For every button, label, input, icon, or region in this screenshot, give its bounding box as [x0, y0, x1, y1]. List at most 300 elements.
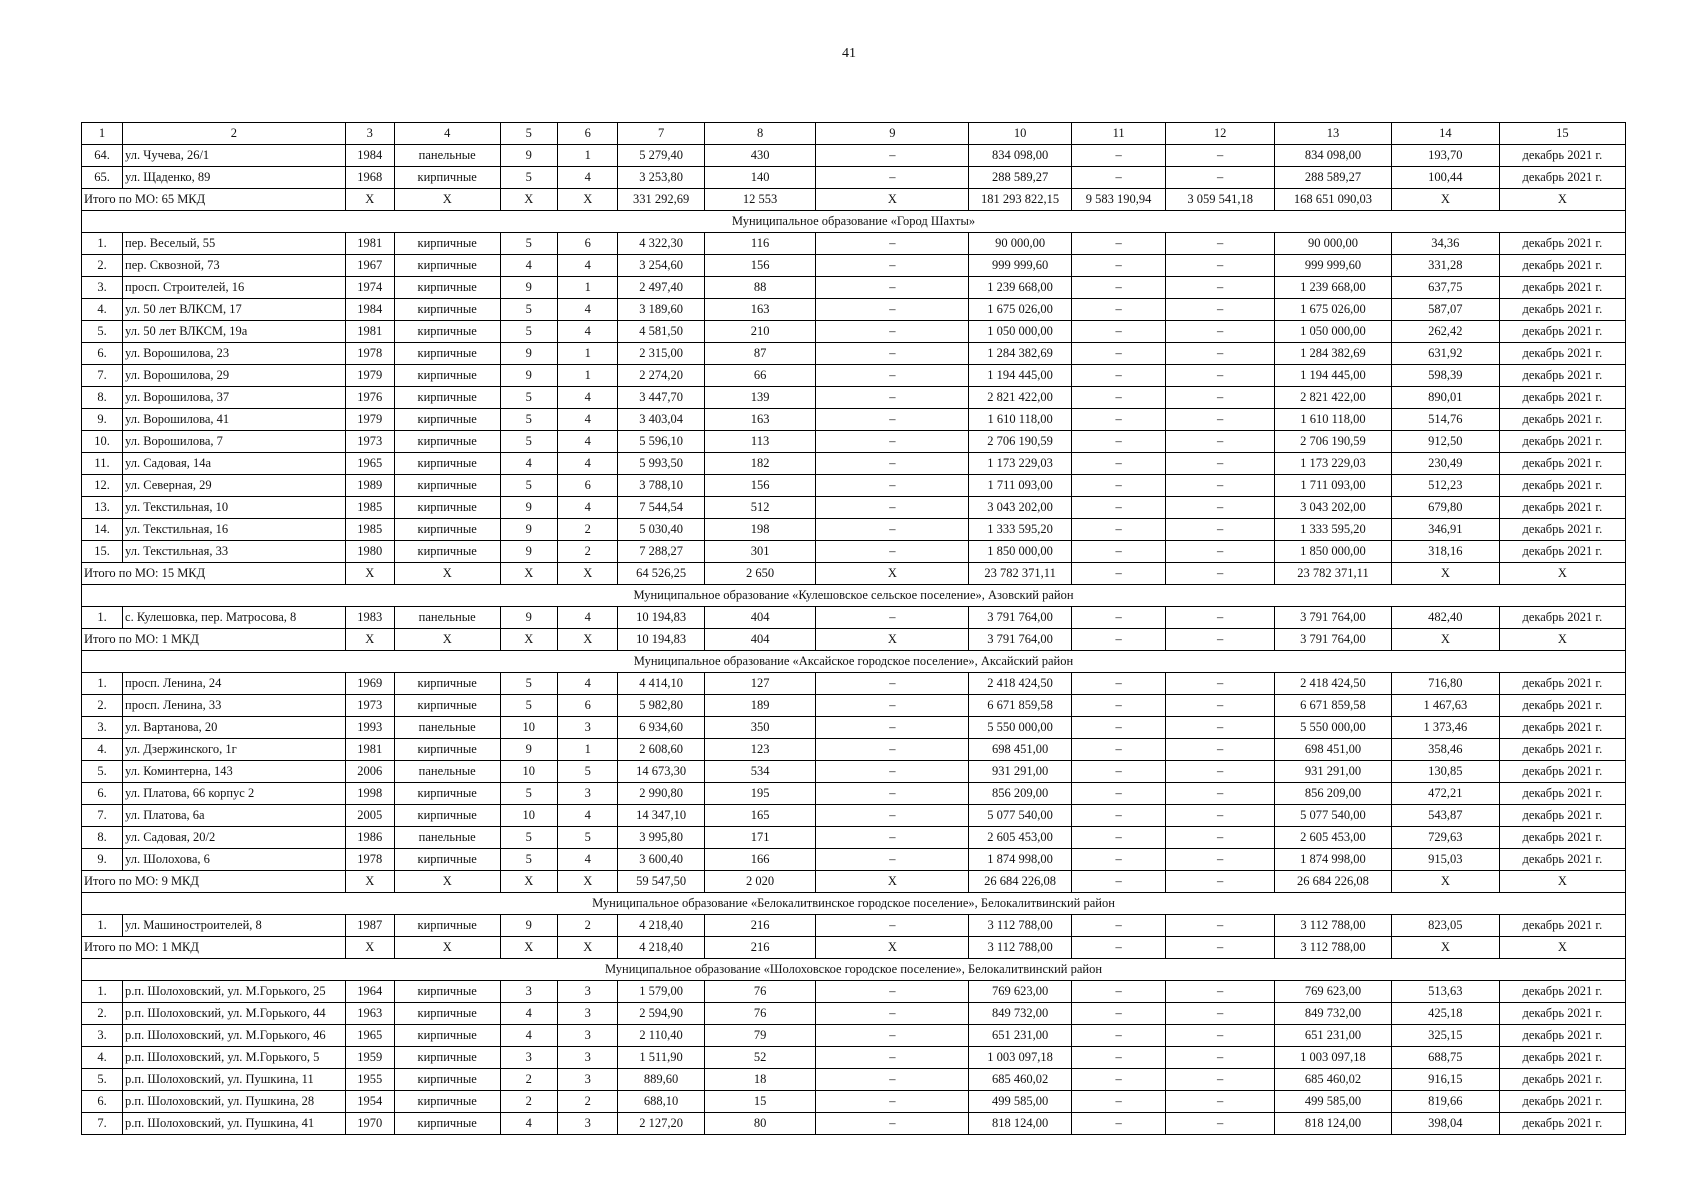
table-cell: 5 279,40	[618, 145, 704, 167]
table-cell: кирпичные	[394, 1047, 500, 1069]
table-cell: 818 124,00	[969, 1113, 1072, 1135]
table-cell: –	[1166, 673, 1275, 695]
table-cell: –	[1071, 409, 1165, 431]
table-cell: 685 460,02	[1275, 1069, 1392, 1091]
total-cell: 331 292,69	[618, 189, 704, 211]
table-cell: 2	[557, 1091, 618, 1113]
table-row	[82, 1025, 1626, 1047]
row-number-cell: 14.	[82, 519, 123, 541]
total-cell: 2 020	[704, 871, 816, 893]
table-cell: 301	[704, 541, 816, 563]
table-cell: 130,85	[1391, 761, 1499, 783]
total-cell: 168 651 090,03	[1275, 189, 1392, 211]
table-cell: 999 999,60	[969, 255, 1072, 277]
table-cell: декабрь 2021 г.	[1499, 145, 1625, 167]
table-cell: –	[816, 453, 969, 475]
table-cell: 651 231,00	[969, 1025, 1072, 1047]
table-cell: панельные	[394, 717, 500, 739]
table-cell: 1967	[345, 255, 394, 277]
column-number-cell: 15	[1499, 123, 1625, 145]
table-row	[82, 783, 1626, 805]
section-header-row	[82, 211, 1626, 233]
table-cell: –	[1071, 475, 1165, 497]
table-cell: –	[1166, 475, 1275, 497]
table-cell: 931 291,00	[1275, 761, 1392, 783]
table-cell: –	[1071, 519, 1165, 541]
table-cell: –	[1166, 783, 1275, 805]
address-cell: р.п. Шолоховский, ул. М.Горького, 5	[123, 1047, 346, 1069]
table-cell: 358,46	[1391, 739, 1499, 761]
table-cell: –	[816, 1025, 969, 1047]
table-cell: –	[1071, 717, 1165, 739]
table-cell: –	[1071, 915, 1165, 937]
table-cell: –	[1166, 233, 1275, 255]
total-row	[82, 871, 1626, 893]
column-number-cell: 4	[394, 123, 500, 145]
address-cell: р.п. Шолоховский, ул. М.Горького, 25	[123, 981, 346, 1003]
total-cell: X	[394, 189, 500, 211]
table-cell: –	[1071, 299, 1165, 321]
table-cell: 5	[557, 761, 618, 783]
total-cell: 59 547,50	[618, 871, 704, 893]
table-row	[82, 343, 1626, 365]
row-number-cell: 6.	[82, 343, 123, 365]
table-cell: декабрь 2021 г.	[1499, 255, 1625, 277]
table-cell: 1959	[345, 1047, 394, 1069]
total-cell: X	[1499, 189, 1625, 211]
table-cell: 1955	[345, 1069, 394, 1091]
table-cell: кирпичные	[394, 255, 500, 277]
total-cell: 2 650	[704, 563, 816, 585]
table-cell: 598,39	[1391, 365, 1499, 387]
total-row	[82, 937, 1626, 959]
table-cell: 1 284 382,69	[1275, 343, 1392, 365]
address-cell: ул. Платова, 66 корпус 2	[123, 783, 346, 805]
table-cell: 193,70	[1391, 145, 1499, 167]
table-cell: 216	[704, 915, 816, 937]
table-cell: –	[816, 717, 969, 739]
table-cell: 3 254,60	[618, 255, 704, 277]
table-cell: –	[1071, 453, 1165, 475]
table-cell: 10	[500, 805, 557, 827]
table-cell: –	[1166, 453, 1275, 475]
table-cell: декабрь 2021 г.	[1499, 321, 1625, 343]
table-cell: 1	[557, 739, 618, 761]
total-cell: 3 059 541,18	[1166, 189, 1275, 211]
table-cell: 15	[704, 1091, 816, 1113]
table-cell: –	[1071, 321, 1165, 343]
total-cell: –	[1166, 937, 1275, 959]
table-cell: 3	[557, 1003, 618, 1025]
table-cell: 823,05	[1391, 915, 1499, 937]
table-row	[82, 1113, 1626, 1135]
table-cell: 4	[500, 1113, 557, 1135]
table-cell: 849 732,00	[969, 1003, 1072, 1025]
table-cell: –	[816, 739, 969, 761]
table-cell: 1	[557, 365, 618, 387]
column-number-cell: 2	[123, 123, 346, 145]
table-cell: –	[1166, 255, 1275, 277]
table-cell: 1979	[345, 365, 394, 387]
table-cell: –	[1071, 1003, 1165, 1025]
total-cell: X	[345, 937, 394, 959]
table-cell: –	[1166, 519, 1275, 541]
table-cell: кирпичные	[394, 387, 500, 409]
table-cell: 1 333 595,20	[969, 519, 1072, 541]
table-row	[82, 1003, 1626, 1025]
address-cell: р.п. Шолоховский, ул. Пушкина, 28	[123, 1091, 346, 1113]
table-cell: 404	[704, 607, 816, 629]
total-cell: X	[816, 629, 969, 651]
table-cell: –	[816, 1047, 969, 1069]
table-cell: –	[1166, 277, 1275, 299]
row-number-cell: 9.	[82, 849, 123, 871]
table-cell: 1 511,90	[618, 1047, 704, 1069]
table-cell: кирпичные	[394, 409, 500, 431]
table-cell: –	[1166, 849, 1275, 871]
total-cell: X	[1499, 563, 1625, 585]
row-number-cell: 64.	[82, 145, 123, 167]
table-cell: 3 788,10	[618, 475, 704, 497]
column-number-cell: 9	[816, 123, 969, 145]
table-cell: 2	[557, 519, 618, 541]
table-cell: 80	[704, 1113, 816, 1135]
table-cell: –	[816, 167, 969, 189]
table-cell: –	[816, 849, 969, 871]
total-cell: 23 782 371,11	[1275, 563, 1392, 585]
table-row	[82, 475, 1626, 497]
table-cell: –	[1071, 783, 1165, 805]
table-cell: 5	[557, 827, 618, 849]
table-cell: 1968	[345, 167, 394, 189]
table-cell: –	[816, 981, 969, 1003]
table-cell: 3 043 202,00	[1275, 497, 1392, 519]
table-cell: 4	[557, 497, 618, 519]
total-cell: X	[816, 937, 969, 959]
total-label: Итого по МО: 1 МКД	[82, 937, 346, 959]
row-number-cell: 10.	[82, 431, 123, 453]
table-cell: 1 284 382,69	[969, 343, 1072, 365]
table-cell: 4	[557, 299, 618, 321]
table-cell: 198	[704, 519, 816, 541]
table-cell: 1984	[345, 145, 394, 167]
table-cell: 1998	[345, 783, 394, 805]
row-number-cell: 11.	[82, 453, 123, 475]
table-row	[82, 607, 1626, 629]
table-cell: 4 322,30	[618, 233, 704, 255]
table-row	[82, 387, 1626, 409]
address-cell: с. Кулешовка, пер. Матросова, 8	[123, 607, 346, 629]
table-cell: 5	[500, 849, 557, 871]
table-row	[82, 915, 1626, 937]
table-cell: 685 460,02	[969, 1069, 1072, 1091]
table-cell: панельные	[394, 145, 500, 167]
total-cell: 9 583 190,94	[1071, 189, 1165, 211]
total-cell: 3 112 788,00	[969, 937, 1072, 959]
row-number-cell: 1.	[82, 673, 123, 695]
table-cell: 5	[500, 321, 557, 343]
table-cell: –	[1166, 365, 1275, 387]
table-cell: –	[816, 1091, 969, 1113]
table-cell: –	[1166, 497, 1275, 519]
table-cell: кирпичные	[394, 365, 500, 387]
table-cell: –	[1166, 299, 1275, 321]
table-cell: –	[816, 915, 969, 937]
table-cell: 1987	[345, 915, 394, 937]
table-cell: 156	[704, 255, 816, 277]
table-cell: 4 218,40	[618, 915, 704, 937]
table-row	[82, 167, 1626, 189]
table-row	[82, 1091, 1626, 1113]
table-cell: –	[1071, 167, 1165, 189]
row-number-cell: 7.	[82, 365, 123, 387]
address-cell: ул. Вартанова, 20	[123, 717, 346, 739]
table-cell: 2 127,20	[618, 1113, 704, 1135]
table-cell: декабрь 2021 г.	[1499, 783, 1625, 805]
table-cell: 34,36	[1391, 233, 1499, 255]
total-cell: X	[816, 871, 969, 893]
table-cell: –	[1071, 607, 1165, 629]
table-cell: 5 982,80	[618, 695, 704, 717]
total-cell: X	[345, 189, 394, 211]
table-cell: 14 347,10	[618, 805, 704, 827]
table-cell: 512,23	[1391, 475, 1499, 497]
table-cell: –	[816, 1069, 969, 1091]
table-cell: 688,75	[1391, 1047, 1499, 1069]
table-cell: декабрь 2021 г.	[1499, 1113, 1625, 1135]
table-row	[82, 519, 1626, 541]
address-cell: ул. Текстильная, 10	[123, 497, 346, 519]
table-cell: декабрь 2021 г.	[1499, 453, 1625, 475]
table-cell: 1969	[345, 673, 394, 695]
table-cell: 1981	[345, 233, 394, 255]
address-cell: ул. 50 лет ВЛКСМ, 19а	[123, 321, 346, 343]
table-cell: декабрь 2021 г.	[1499, 695, 1625, 717]
table-cell: 1 711 093,00	[1275, 475, 1392, 497]
table-cell: 1984	[345, 299, 394, 321]
table-cell: декабрь 2021 г.	[1499, 365, 1625, 387]
row-number-cell: 2.	[82, 1003, 123, 1025]
table-cell: 856 209,00	[969, 783, 1072, 805]
table-cell: 637,75	[1391, 277, 1499, 299]
table-cell: 1 850 000,00	[969, 541, 1072, 563]
table-cell: 1976	[345, 387, 394, 409]
row-number-cell: 3.	[82, 1025, 123, 1047]
table-cell: –	[816, 475, 969, 497]
column-number-cell: 13	[1275, 123, 1392, 145]
table-cell: –	[816, 343, 969, 365]
table-cell: 2 274,20	[618, 365, 704, 387]
total-cell: X	[1391, 563, 1499, 585]
table-cell: 1964	[345, 981, 394, 1003]
table-cell: 5 077 540,00	[969, 805, 1072, 827]
table-cell: 4	[557, 805, 618, 827]
table-cell: 3 253,80	[618, 167, 704, 189]
table-cell: панельные	[394, 827, 500, 849]
total-cell: –	[1166, 563, 1275, 585]
table-cell: –	[816, 761, 969, 783]
table-cell: –	[1071, 431, 1165, 453]
table-cell: –	[816, 387, 969, 409]
total-cell: 26 684 226,08	[1275, 871, 1392, 893]
section-title: Муниципальное образование «Кулешовское сельское поселение», Азовский район	[82, 585, 1626, 607]
table-cell: –	[1071, 497, 1165, 519]
row-number-cell: 2.	[82, 695, 123, 717]
table-cell: 3 189,60	[618, 299, 704, 321]
table-cell: 912,50	[1391, 431, 1499, 453]
total-label: Итого по МО: 9 МКД	[82, 871, 346, 893]
table-cell: 430	[704, 145, 816, 167]
row-number-cell: 4.	[82, 1047, 123, 1069]
total-cell: X	[557, 629, 618, 651]
table-row	[82, 299, 1626, 321]
table-cell: –	[1071, 277, 1165, 299]
table-cell: декабрь 2021 г.	[1499, 827, 1625, 849]
row-number-cell: 13.	[82, 497, 123, 519]
total-cell: 3 791 764,00	[969, 629, 1072, 651]
total-cell: X	[500, 629, 557, 651]
table-cell: –	[1071, 233, 1165, 255]
table-cell: 4	[557, 409, 618, 431]
section-header-row	[82, 585, 1626, 607]
table-cell: 514,76	[1391, 409, 1499, 431]
table-cell: 1 194 445,00	[969, 365, 1072, 387]
table-cell: 1978	[345, 849, 394, 871]
table-cell: 5	[500, 387, 557, 409]
row-number-cell: 8.	[82, 387, 123, 409]
table-cell: 1 610 118,00	[969, 409, 1072, 431]
table-cell: 189	[704, 695, 816, 717]
address-cell: ул. Ворошилова, 37	[123, 387, 346, 409]
table-cell: 1974	[345, 277, 394, 299]
row-number-cell: 1.	[82, 233, 123, 255]
table-cell: 2 418 424,50	[969, 673, 1072, 695]
total-cell: X	[1391, 629, 1499, 651]
table-cell: декабрь 2021 г.	[1499, 1025, 1625, 1047]
table-cell: 698 451,00	[1275, 739, 1392, 761]
table-cell: кирпичные	[394, 233, 500, 255]
table-cell: 210	[704, 321, 816, 343]
table-row	[82, 717, 1626, 739]
table-cell: кирпичные	[394, 783, 500, 805]
table-cell: 1981	[345, 739, 394, 761]
table-cell: декабрь 2021 г.	[1499, 387, 1625, 409]
table-cell: 6 671 859,58	[969, 695, 1072, 717]
table-cell: –	[1071, 387, 1165, 409]
table-cell: –	[1071, 145, 1165, 167]
table-cell: 5	[500, 167, 557, 189]
table-cell: –	[1166, 717, 1275, 739]
table-cell: 88	[704, 277, 816, 299]
row-number-cell: 1.	[82, 981, 123, 1003]
table-cell: 1983	[345, 607, 394, 629]
table-cell: 1989	[345, 475, 394, 497]
table-cell: декабрь 2021 г.	[1499, 519, 1625, 541]
table-cell: 5 550 000,00	[1275, 717, 1392, 739]
table-cell: –	[1166, 145, 1275, 167]
table-cell: 163	[704, 409, 816, 431]
table-cell: 66	[704, 365, 816, 387]
address-cell: ул. Платова, 6а	[123, 805, 346, 827]
table-cell: 7 288,27	[618, 541, 704, 563]
table-row	[82, 321, 1626, 343]
table-cell: 4	[557, 167, 618, 189]
page-number: 41	[842, 46, 856, 61]
total-cell: –	[1166, 871, 1275, 893]
table-cell: –	[1166, 1003, 1275, 1025]
address-cell: просп. Ленина, 33	[123, 695, 346, 717]
table-cell: кирпичные	[394, 453, 500, 475]
table-cell: 1986	[345, 827, 394, 849]
total-cell: X	[557, 189, 618, 211]
table-cell: 79	[704, 1025, 816, 1047]
table-cell: 331,28	[1391, 255, 1499, 277]
table-cell: 1 050 000,00	[969, 321, 1072, 343]
total-cell: X	[500, 189, 557, 211]
table-cell: 472,21	[1391, 783, 1499, 805]
table-cell: 90 000,00	[969, 233, 1072, 255]
table-cell: 7 544,54	[618, 497, 704, 519]
table-cell: 3	[557, 717, 618, 739]
total-cell: X	[1391, 937, 1499, 959]
table-cell: 3 791 764,00	[1275, 607, 1392, 629]
table-row	[82, 695, 1626, 717]
row-number-cell: 1.	[82, 915, 123, 937]
table-cell: 1963	[345, 1003, 394, 1025]
total-cell: X	[1391, 189, 1499, 211]
table-cell: 4	[557, 387, 618, 409]
table-cell: 4	[500, 1003, 557, 1025]
table-cell: 1 239 668,00	[1275, 277, 1392, 299]
table-cell: 6	[557, 233, 618, 255]
column-number-cell: 1	[82, 123, 123, 145]
column-number-cell: 6	[557, 123, 618, 145]
table-cell: декабрь 2021 г.	[1499, 915, 1625, 937]
table-cell: 346,91	[1391, 519, 1499, 541]
total-row	[82, 629, 1626, 651]
table-cell: –	[816, 1113, 969, 1135]
table-row	[82, 255, 1626, 277]
table-cell: –	[1071, 827, 1165, 849]
table-cell: 9	[500, 739, 557, 761]
table-cell: кирпичные	[394, 167, 500, 189]
section-header-row	[82, 959, 1626, 981]
table-cell: 2005	[345, 805, 394, 827]
table-cell: 4	[557, 849, 618, 871]
table-cell: 931 291,00	[969, 761, 1072, 783]
address-cell: ул. Машиностроителей, 8	[123, 915, 346, 937]
table-cell: 5	[500, 233, 557, 255]
table-cell: 113	[704, 431, 816, 453]
table-cell: кирпичные	[394, 519, 500, 541]
table-cell: 4	[557, 321, 618, 343]
table-cell: 1 675 026,00	[1275, 299, 1392, 321]
table-cell: 2 497,40	[618, 277, 704, 299]
total-cell: 10 194,83	[618, 629, 704, 651]
housing-register-table	[81, 122, 1626, 1135]
table-row	[82, 365, 1626, 387]
table-cell: 3 447,70	[618, 387, 704, 409]
table-cell: 2 605 453,00	[1275, 827, 1392, 849]
table-cell: 1 003 097,18	[1275, 1047, 1392, 1069]
table-cell: –	[816, 827, 969, 849]
table-cell: 3	[557, 1025, 618, 1047]
table-cell: 1 675 026,00	[969, 299, 1072, 321]
total-cell: X	[1391, 871, 1499, 893]
table-cell: 4	[500, 255, 557, 277]
table-cell: 4	[500, 1025, 557, 1047]
table-cell: –	[1166, 409, 1275, 431]
